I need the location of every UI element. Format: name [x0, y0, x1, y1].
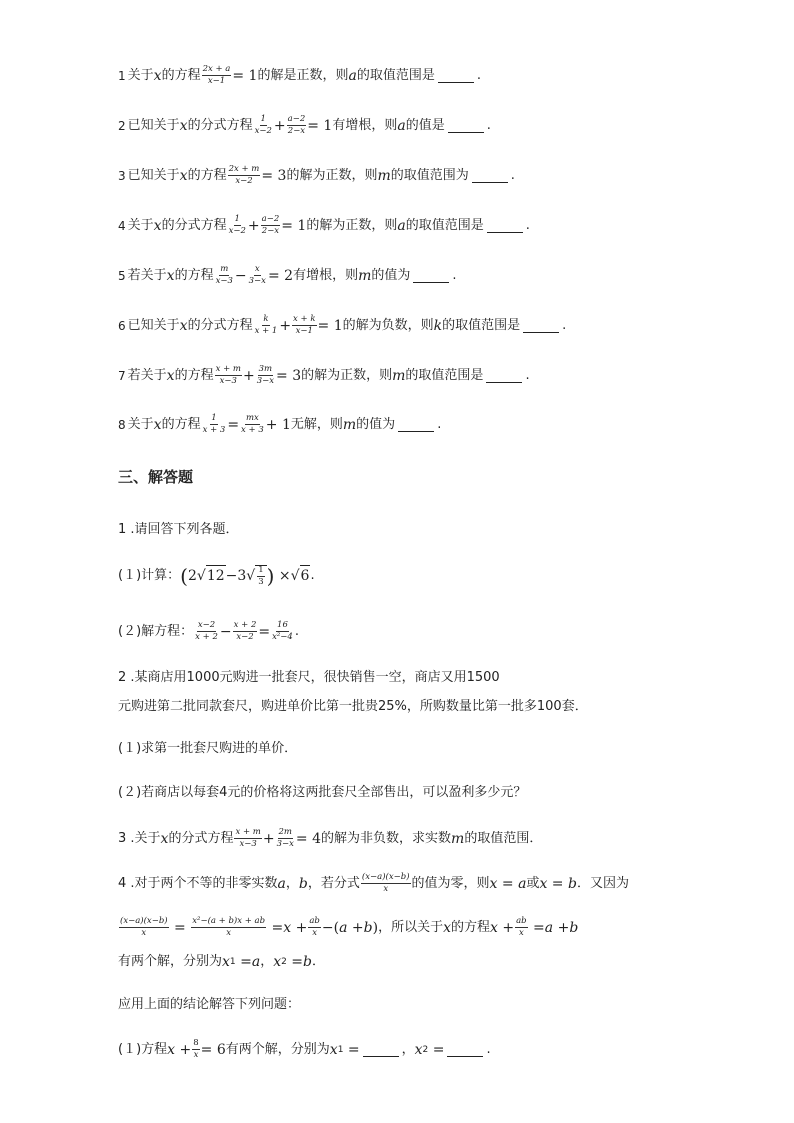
q3: 3 .关于 x 的分式方程 $\frac{x + m}{x-3}$ + $\frac{2m}{3-x}$ = 4 的解为非负数，求实数 m 的取值范围．	[118, 827, 543, 849]
fraction: $\frac{\text{x²−(a + b)x + ab}}{x}$	[192, 916, 266, 938]
fill-blank-item-3: 3 已知关于 x 的方程 $\frac{2x + m}{x-2}$ = 3 的解为正数，则 m 的取值范围为 .	[118, 164, 515, 186]
item-number: 1	[118, 69, 126, 83]
fraction: $\frac{x}{3-x}$	[248, 264, 266, 286]
answer-blank[interactable]	[447, 1044, 483, 1057]
fill-blank-item-1: 1 关于 x 的方程 $\frac{2x + a}{x-1}$ = 1 的解是正数，则 a 的取值范围是 .	[118, 64, 481, 86]
fraction: $\frac{m}{x-3}$	[215, 264, 233, 286]
fraction: $\frac{3m}{3-x}$	[256, 364, 275, 386]
answer-blank[interactable]	[363, 1044, 399, 1057]
q2-part2: (２)若商店以每套4元的价格将这两批套尺全部售出，可以盈利多少元？	[118, 785, 527, 800]
fraction: $\frac{(x-a)(x-b)}{x}$	[361, 872, 410, 894]
q1-part2: (２)解方程： $\frac{x-2}{x + 2}$ − $\frac{x + 2}{x-2}$ = $\frac{16}{\text{x²−4}}$ .	[118, 620, 299, 642]
fraction: $\frac{16}{\text{x²−4}}$	[272, 620, 293, 642]
fraction: $\frac{a-2}{2-x}$	[287, 114, 306, 136]
fraction: $\frac{x + k}{x-1}$	[293, 314, 316, 336]
answer-blank[interactable]	[486, 370, 522, 383]
q2-part1: (１)求第一批套尺购进的单价．	[118, 741, 298, 756]
q4-line3: 有两个解，分别为 x 1 = a ， x 2 = b ．	[118, 954, 326, 970]
fraction: $\frac{2m}{3-x}$	[276, 827, 294, 849]
fraction: $\frac{2x + a}{x-1}$	[202, 64, 231, 86]
fraction: $\frac{1}{x + 3}$	[202, 413, 226, 435]
fraction: $\frac{1}{x-2}$	[254, 114, 272, 136]
q2-line2: 元购进第二批同款套尺，购进单价比第一批贵25%，所购数量比第一批多100套．	[118, 699, 588, 714]
q4-line1: 4 .对于两个不等的非零实数 a ， b ，若分式 $\frac{(x-a)(x-b)}{x}$ 的值为零，则 x = a 或 x = b ．又因为	[118, 872, 629, 894]
fraction: $\frac{k}{x + 1}$	[254, 314, 278, 336]
fraction: $\frac{x + m}{x-3}$	[215, 364, 241, 386]
fraction: $\frac{ab}{x}$	[309, 916, 320, 938]
answer-blank[interactable]	[448, 120, 484, 133]
fill-blank-item-7: 7 若关于 x 的方程 $\frac{x + m}{x-3}$ + $\frac{3m}{3-x}$ = 3 的解为正数，则 m 的取值范围是 .	[118, 364, 530, 386]
q1-intro: 1 .请回答下列各题．	[118, 522, 239, 537]
q2-line1: 2 .某商店用1000元购进一批套尺，很快销售一空，商店又用1500	[118, 670, 500, 685]
answer-blank[interactable]	[523, 320, 559, 333]
fill-blank-item-4: 4 关于 x 的分式方程 $\frac{1}{x-2}$ + $\frac{a-2}{2-x}$ = 1 的解为正数，则 a 的取值范围是 .	[118, 214, 530, 236]
q4-line4: 应用上面的结论解答下列问题：	[118, 997, 301, 1012]
fraction: $\frac{2x + m}{x-2}$	[228, 164, 260, 186]
fill-blank-item-8: 8 关于 x 的方程 $\frac{1}{x + 3}$ = $\frac{mx}{x + 3}$ + 1 无解，则 m 的值为 .	[118, 413, 442, 435]
fraction: $\frac{a-2}{2-x}$	[261, 214, 280, 236]
fraction: $\frac{1}{x-2}$	[228, 214, 246, 236]
fraction: $\frac{8}{x}$	[193, 1038, 199, 1060]
answer-blank[interactable]	[472, 170, 508, 183]
fraction: $\frac{(x-a)(x-b)}{x}$	[120, 916, 168, 938]
answer-blank[interactable]	[438, 70, 474, 83]
q4-part1: (１)方程 x + $\frac{8}{x}$ = 6 有两个解，分别为 x 1 = ， x 2 = .	[118, 1038, 491, 1060]
fill-blank-item-6: 6 已知关于 x 的分式方程 $\frac{k}{x + 1}$ + $\frac{x + k}{x-1}$ = 1 的解为负数，则 k 的取值范围是 .	[118, 314, 567, 336]
fraction: $\frac{ab}{x}$	[516, 916, 527, 938]
section-title: 三、解答题	[118, 468, 194, 486]
fraction: $\frac{x + 2}{x-2}$	[233, 620, 257, 642]
answer-blank[interactable]	[413, 270, 449, 283]
fraction: $\frac{x-2}{x + 2}$	[195, 620, 218, 642]
fill-blank-item-2: 2 已知关于 x 的分式方程 $\frac{1}{x-2}$ + $\frac{a-2}{2-x}$ = 1 有增根，则 a 的值是 .	[118, 114, 491, 136]
q1-part1: (１)计算： ( 2 √ 12 −3 √ $\frac{1}{3}$ ) × √ 6 .	[118, 563, 315, 588]
fraction: $\frac{mx}{x + 3}$	[241, 413, 264, 435]
fraction: $\frac{x + m}{x-3}$	[235, 827, 261, 849]
fill-blank-item-5: 5 若关于 x 的方程 $\frac{m}{x-3}$ − $\frac{x}{3-x}$ = 2 有增根，则 m 的值为 .	[118, 264, 457, 286]
answer-blank[interactable]	[398, 419, 434, 432]
q4-line2: $\frac{(x-a)(x-b)}{x}$ = $\frac{\text{x²−(a + b)x + ab}}{x}$ = x + $\frac{ab}{x}$ −( a + b ) ，所以关于 x 的方程 x + $\frac{ab}{x}$ = a + b	[120, 916, 579, 938]
answer-blank[interactable]	[487, 220, 523, 233]
